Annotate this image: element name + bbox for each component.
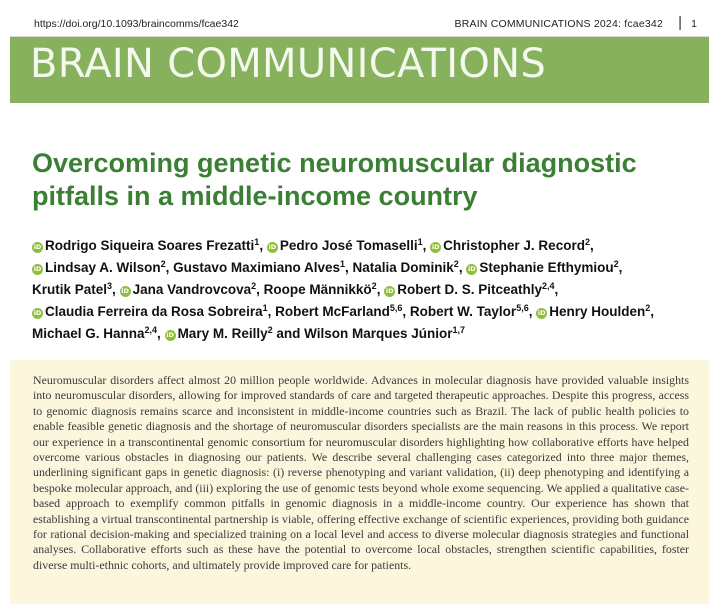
affiliation-marker[interactable]: 1 <box>262 303 268 313</box>
author-name: Natalia Dominik <box>352 260 454 275</box>
author-entry <box>32 260 166 275</box>
author-name: Lindsay A. Wilson <box>45 260 161 275</box>
affiliation-marker[interactable]: 3 <box>107 281 113 291</box>
author-name: Michael G. Hanna <box>32 326 145 341</box>
journal-issue: BRAIN COMMUNICATIONS 2024: fcae342 <box>454 18 663 30</box>
author-name: Mary M. Reilly <box>177 326 268 341</box>
affiliation-marker[interactable]: 2 <box>251 281 257 291</box>
author-name: Henry Houlden <box>549 304 646 319</box>
author-entry <box>466 260 618 275</box>
affiliation-marker[interactable]: 2 <box>267 325 273 335</box>
affiliation-marker[interactable]: 1,7 <box>452 325 466 335</box>
author-entry <box>275 304 402 319</box>
author-entry <box>165 326 273 341</box>
author-separator: , <box>458 260 467 275</box>
author-separator: , <box>112 282 120 297</box>
author-separator: , <box>650 304 655 319</box>
affiliation-marker[interactable]: 1 <box>339 259 345 269</box>
header-separator: | <box>678 14 682 31</box>
author-separator: , <box>165 260 174 275</box>
author-separator: , <box>157 326 165 341</box>
author-name: Pedro José Tomaselli <box>279 238 418 253</box>
author-separator: , <box>528 304 537 319</box>
author-entry <box>173 260 345 275</box>
author-entry <box>410 304 529 319</box>
doi-link[interactable]: https://doi.org/10.1093/braincomms/fcae342 <box>34 18 239 30</box>
affiliation-marker[interactable]: 2,4 <box>144 325 158 335</box>
author-separator: , <box>259 238 267 253</box>
orcid-icon[interactable]: iD <box>431 243 440 251</box>
author-separator: , <box>256 282 264 297</box>
author-name: Krutik Patel <box>32 282 108 297</box>
author-entry <box>536 304 650 319</box>
author-name: Robert D. S. Pitceathly <box>397 282 542 297</box>
author-entry <box>384 282 554 297</box>
orcid-icon[interactable]: iD <box>268 243 277 251</box>
orcid-icon[interactable]: iD <box>121 287 129 295</box>
article-title: Overcoming genetic neuromuscular diagnostic pitfalls in a middle-income country <box>32 148 637 211</box>
author-name: Robert W. Taylor <box>409 304 517 319</box>
author-separator: , <box>376 282 385 297</box>
orcid-icon[interactable]: iD <box>385 287 394 295</box>
author-entry <box>120 282 257 297</box>
affiliation-marker[interactable]: 2 <box>645 303 651 313</box>
author-separator: , <box>402 304 410 319</box>
author-entry <box>32 282 112 297</box>
journal-banner <box>10 13 709 103</box>
author-separator: , <box>554 282 559 297</box>
affiliation-marker[interactable]: 2 <box>160 259 166 269</box>
abstract-text: Neuromuscular disorders affect almost 20 million people worldwide. Advances in molecular diagnosis have provided valuable insights into neuromuscular disorders, allowing for improved standards of care and targeted therapeutic approaches. Despite this progress, access to genomic diagnosis remains scarce and inconsistent in middle-income countries such as Brazil. The lack of public health policies to enable feasible genetic diagnosis and the shortage of neuromuscular disorders specialists are the main reasons in this process. We report our experience in a transcontinental genomic consortium for neuromuscular disorders highlighting how collaborative efforts have helped overcome various obstacles in diagnosing our patients. We describe several challenging cases categorized into three major themes, underlining significant gaps in genetic diagnosis: (i) reverse phenotyping and variant validation, (ii) deep phenotyping and identifying a bespoke molecular approach, and (iii) exploring the use of genomic tests beyond whole exome sequencing. We applied a qualitative case-based approach to exemplify common pitfalls in genomic diagnosis in a middle-income country. Our experience has shown that establishing a virtual transcontinental partnership is viable, offering effective exchange of scientific experiences, providing both guidance for rational decision-making and specialized training on a local level and access to diverse molecular diagnosis strategies and functional analyses. Collaborative efforts such as these have the potential to overcome local obstacles, strengthen scientific capabilities, foster diverse multi-ethnic cohorts, and ultimately provide improved care for patients. <box>33 373 689 572</box>
author-name: Jana Vandrovcova <box>132 282 252 297</box>
page-number: 1 <box>691 18 697 30</box>
affiliation-marker[interactable]: 2 <box>453 259 459 269</box>
author-entry <box>264 282 377 297</box>
author-entry <box>32 326 157 341</box>
header-bar <box>10 13 709 37</box>
author-separator: , <box>345 260 353 275</box>
affiliation-marker[interactable]: 1 <box>254 237 260 247</box>
author-name: Claudia Ferreira da Rosa Sobreira <box>45 304 263 319</box>
affiliation-marker[interactable]: 5,6 <box>389 303 403 313</box>
author-separator: and <box>272 326 305 341</box>
affiliation-marker[interactable]: 2 <box>613 259 619 269</box>
orcid-icon[interactable]: iD <box>33 309 42 317</box>
affiliation-marker[interactable]: 1 <box>417 237 423 247</box>
author-name: Christopher J. Record <box>443 238 585 253</box>
author-name: Wilson Marques Júnior <box>304 326 453 341</box>
orcid-icon[interactable]: iD <box>33 265 42 273</box>
author-separator: , <box>267 304 276 319</box>
author-separator: , <box>422 238 431 253</box>
affiliation-marker[interactable]: 2 <box>371 281 377 291</box>
affiliation-marker[interactable]: 5,6 <box>516 303 529 313</box>
affiliation-marker[interactable]: 2 <box>584 237 590 247</box>
author-name: Stephanie Efthymiou <box>479 260 614 275</box>
abstract-box <box>10 360 709 604</box>
journal-title: BRAIN COMMUNICATIONS <box>30 41 547 87</box>
orcid-icon[interactable]: iD <box>166 331 174 339</box>
author-entry <box>430 238 590 253</box>
orcid-icon[interactable]: iD <box>468 265 476 273</box>
author-entry <box>32 238 259 253</box>
author-entry <box>267 238 423 253</box>
author-name: Roope Männikkö <box>263 282 372 297</box>
author-separator: , <box>618 260 623 275</box>
affiliation-marker[interactable]: 2,4 <box>542 281 555 291</box>
author-name: Robert McFarland <box>275 304 390 319</box>
author-entry <box>304 326 465 341</box>
author-separator: , <box>589 238 594 253</box>
author-name: Rodrigo Siqueira Soares Frezatti <box>45 238 255 253</box>
author-name: Gustavo Maximiano Alves <box>173 260 340 275</box>
orcid-icon[interactable]: iD <box>33 243 42 251</box>
author-list <box>32 233 702 343</box>
author-entry <box>32 304 268 319</box>
orcid-icon[interactable]: iD <box>537 309 546 317</box>
author-entry <box>353 260 459 275</box>
